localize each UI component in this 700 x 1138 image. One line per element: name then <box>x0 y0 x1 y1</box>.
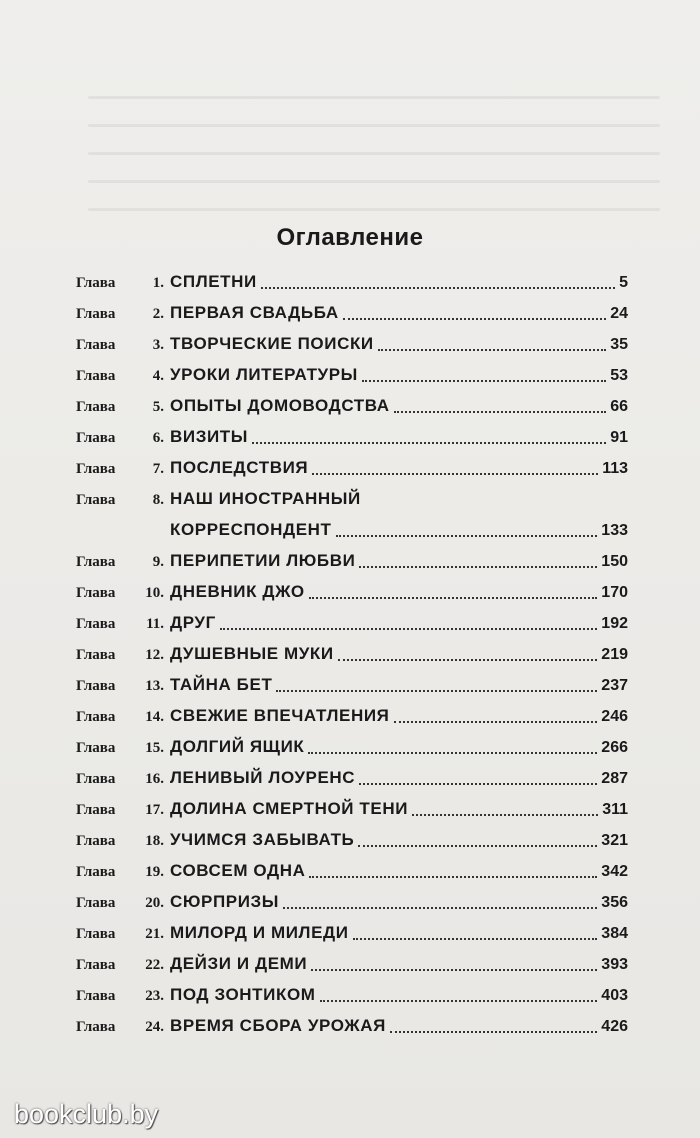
chapter-label: Глава <box>76 430 116 446</box>
page-number: 35 <box>610 336 628 353</box>
chapter-label: Глава <box>76 616 116 632</box>
site-watermark: bookclub.by <box>14 1099 159 1129</box>
dot-leader <box>276 690 597 692</box>
show-through-line <box>88 124 660 127</box>
chapter-title: ДЕЙЗИ И ДЕМИ <box>170 954 308 973</box>
chapter-label: Глава <box>76 647 116 663</box>
chapter-title: ПЕРИПЕТИИ ЛЮБВИ <box>170 551 356 570</box>
chapter-number: 3. <box>152 337 164 353</box>
chapter-label: Глава <box>76 275 116 291</box>
chapter-number: 14. <box>145 709 164 725</box>
page-number: 133 <box>601 522 628 539</box>
dot-leader <box>359 566 597 568</box>
page-number: 24 <box>610 305 628 322</box>
toc-entry <box>76 731 628 762</box>
page-number: 192 <box>601 615 628 632</box>
toc-entry <box>76 452 628 483</box>
page-number: 356 <box>601 894 628 911</box>
chapter-number: 1. <box>152 275 164 291</box>
chapter-number: 24. <box>145 1019 164 1035</box>
page-number: 342 <box>601 863 628 880</box>
chapter-title: НАШ ИНОСТРАННЫЙ <box>170 489 361 508</box>
dot-leader <box>252 442 606 444</box>
chapter-number: 11. <box>146 616 164 632</box>
chapter-number: 17. <box>145 802 164 818</box>
chapter-number: 5. <box>152 399 164 415</box>
chapter-title: ТВОРЧЕСКИЕ ПОИСКИ <box>170 334 374 353</box>
dot-leader <box>309 876 597 878</box>
chapter-label: Глава <box>76 957 116 973</box>
chapter-number: 23. <box>145 988 164 1004</box>
dot-leader <box>261 287 615 289</box>
chapter-label: Глава <box>76 1019 116 1035</box>
chapter-label: Глава <box>76 306 116 322</box>
toc-entry-continuation <box>76 514 628 545</box>
chapter-title: ДОЛИНА СМЕРТНОЙ ТЕНИ <box>170 799 409 818</box>
page-number: 321 <box>601 832 628 849</box>
page-number: 403 <box>601 987 628 1004</box>
page-number: 113 <box>602 460 628 477</box>
chapter-label: Глава <box>76 709 116 725</box>
chapter-number: 22. <box>145 957 164 973</box>
chapter-number: 19. <box>145 864 164 880</box>
toc-entry <box>76 297 628 328</box>
dot-leader <box>309 597 598 599</box>
page-number: 287 <box>601 770 628 787</box>
chapter-number: 9. <box>152 554 164 570</box>
chapter-label: Глава <box>76 864 116 880</box>
chapter-title: ВРЕМЯ СБОРА УРОЖАЯ <box>170 1016 386 1035</box>
chapter-label: Глава <box>76 895 116 911</box>
chapter-label: Глава <box>76 740 116 756</box>
dot-leader <box>312 473 598 475</box>
page-number: 311 <box>602 801 628 818</box>
toc-heading: Оглавление <box>276 224 424 251</box>
toc-entry <box>76 979 628 1010</box>
chapter-title: ЛЕНИВЫЙ ЛОУРЕНС <box>170 768 356 787</box>
chapter-number: 21. <box>145 926 164 942</box>
dot-leader <box>394 721 598 723</box>
dot-leader <box>353 938 598 940</box>
dot-leader <box>311 969 597 971</box>
page-number: 150 <box>601 553 628 570</box>
dot-leader <box>412 814 598 816</box>
dot-leader <box>220 628 597 630</box>
chapter-title: ТАЙНА БЕТ <box>170 675 273 694</box>
chapter-label: Глава <box>76 988 116 1004</box>
dot-leader <box>378 349 606 351</box>
table-of-contents <box>76 266 628 1041</box>
chapter-title: ПОСЛЕДСТВИЯ <box>170 458 309 477</box>
chapter-number: 15. <box>145 740 164 756</box>
chapter-label: Глава <box>76 399 116 415</box>
show-through-line <box>88 180 660 183</box>
chapter-number: 12. <box>145 647 164 663</box>
chapter-number: 13. <box>145 678 164 694</box>
toc-entry <box>76 266 628 297</box>
chapter-title: ДНЕВНИК ДЖО <box>170 582 305 601</box>
chapter-number: 7. <box>152 461 164 477</box>
page-number: 246 <box>601 708 628 725</box>
toc-entry <box>76 638 628 669</box>
toc-entry <box>76 359 628 390</box>
show-through-line <box>88 96 660 99</box>
dot-leader <box>308 752 597 754</box>
page-number: 219 <box>601 646 628 663</box>
dot-leader <box>359 783 597 785</box>
toc-entry <box>76 886 628 917</box>
show-through-line <box>88 152 660 155</box>
dot-leader <box>390 1031 597 1033</box>
chapter-label: Глава <box>76 492 116 508</box>
toc-entry <box>76 483 628 514</box>
toc-entry <box>76 700 628 731</box>
chapter-title: СПЛЕТНИ <box>170 272 257 291</box>
chapter-label: Глава <box>76 554 116 570</box>
chapter-number: 16. <box>145 771 164 787</box>
chapter-label: Глава <box>76 833 116 849</box>
page-number: 53 <box>610 367 628 384</box>
chapter-title-continued: КОРРЕСПОНДЕНТ <box>170 520 332 539</box>
dot-leader <box>358 845 597 847</box>
chapter-title: СВЕЖИЕ ВПЕЧАТЛЕНИЯ <box>170 706 390 725</box>
dot-leader <box>362 380 606 382</box>
chapter-number: 18. <box>145 833 164 849</box>
chapter-title: СЮРПРИЗЫ <box>170 892 280 911</box>
toc-entry <box>76 762 628 793</box>
toc-entry <box>76 545 628 576</box>
chapter-title: ОПЫТЫ ДОМОВОДСТВА <box>170 396 390 415</box>
chapter-number: 6. <box>152 430 164 446</box>
chapter-title: ПЕРВАЯ СВАДЬБА <box>170 303 339 322</box>
page-number: 91 <box>610 429 628 446</box>
page-number: 426 <box>601 1018 628 1035</box>
toc-entry <box>76 576 628 607</box>
toc-entry <box>76 824 628 855</box>
toc-entry <box>76 948 628 979</box>
toc-entry <box>76 793 628 824</box>
dot-leader <box>320 1000 598 1002</box>
toc-entry <box>76 328 628 359</box>
chapter-number: 2. <box>152 306 164 322</box>
page-number: 237 <box>601 677 628 694</box>
dot-leader <box>394 411 607 413</box>
show-through-line <box>88 208 660 211</box>
toc-entry <box>76 855 628 886</box>
page-number: 5 <box>619 274 628 291</box>
dot-leader <box>336 535 598 537</box>
chapter-title: ДОЛГИЙ ЯЩИК <box>170 737 305 756</box>
toc-entry <box>76 669 628 700</box>
chapter-number: 10. <box>145 585 164 601</box>
chapter-number: 8. <box>152 492 164 508</box>
page-number: 170 <box>601 584 628 601</box>
chapter-label: Глава <box>76 337 116 353</box>
chapter-title: УЧИМСЯ ЗАБЫВАТЬ <box>170 830 355 849</box>
page-number: 66 <box>610 398 628 415</box>
page-number: 384 <box>601 925 628 942</box>
page-number: 266 <box>601 739 628 756</box>
chapter-label: Глава <box>76 926 116 942</box>
toc-entry <box>76 917 628 948</box>
chapter-label: Глава <box>76 585 116 601</box>
chapter-title: ПОД ЗОНТИКОМ <box>170 985 316 1004</box>
dot-leader <box>338 659 598 661</box>
chapter-number: 20. <box>145 895 164 911</box>
dot-leader <box>343 318 606 320</box>
dot-leader <box>283 907 597 909</box>
chapter-label: Глава <box>76 771 116 787</box>
chapter-label: Глава <box>76 678 116 694</box>
chapter-label: Глава <box>76 368 116 384</box>
page-number: 393 <box>601 956 628 973</box>
chapter-label: Глава <box>76 802 116 818</box>
chapter-title: УРОКИ ЛИТЕРАТУРЫ <box>170 365 358 384</box>
chapter-title: ДУШЕВНЫЕ МУКИ <box>170 644 334 663</box>
toc-entry <box>76 1010 628 1041</box>
chapter-title: ВИЗИТЫ <box>170 427 248 446</box>
toc-entry <box>76 421 628 452</box>
chapter-title: СОВСЕМ ОДНА <box>170 861 306 880</box>
chapter-title: ДРУГ <box>170 613 216 632</box>
chapter-label: Глава <box>76 461 116 477</box>
toc-entry <box>76 390 628 421</box>
chapter-title: МИЛОРД И МИЛЕДИ <box>170 923 349 942</box>
chapter-number: 4. <box>152 368 164 384</box>
toc-entry <box>76 607 628 638</box>
